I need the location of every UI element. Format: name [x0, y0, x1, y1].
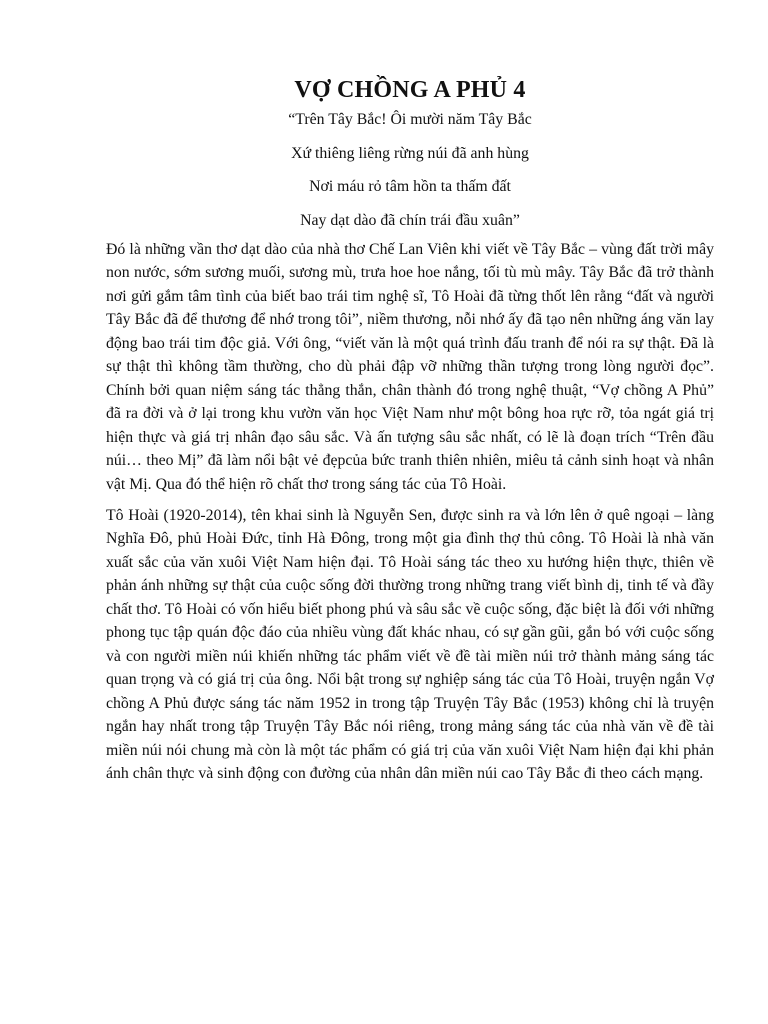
poem-line-1: “Trên Tây Bắc! Ôi mười năm Tây Bắc [288, 111, 532, 128]
poem-line-2: Xứ thiêng liêng rừng núi đã anh hùng [291, 144, 529, 162]
poem-line-4: Nay dạt dào đã chín trái đầu xuân” [300, 211, 520, 229]
poem-quote [106, 110, 714, 231]
body-paragraph-intro: Đó là những vần thơ dạt dào của nhà thơ Chế Lan Viên khi viết về Tây Bắc – vùng đất trời mây non nước, sớm sương muối, sương mù, trưa hoe hoe nắng, tối tù mù mây. Tây Bắc đã trở thành nơi gửi gắm tâm tình của biết bao trái tim nghệ sĩ, Tô Hoài đã từng thốt lên rằng “đất và người Tây Bắc đã để thương để nhớ trong tôi”, niềm thương, nỗi nhớ ấy đã tạo nên những áng văn lay động bao trái tim độc giả. Với ông, “viết văn là một quá trình đấu tranh để nói ra sự thật. Đã là sự thật thì không tầm thường, cho dù phải đập vỡ những thần tượng trong lòng người đọc”. Chính bởi quan niệm sáng tác thẳng thắn, chân thành đó trong nghệ thuật, “Vợ chồng A Phủ” đã ra đời và ở lại trong khu vườn văn học Việt Nam như một bông hoa rực rỡ, tỏa ngát giá trị hiện thực và giá trị nhân đạo sâu sắc. Và ấn tượng sâu sắc nhất, có lẽ là đoạn trích “Trên đầu núi… theo Mị” đã làm nổi bật vẻ đẹpcủa bức tranh thiên nhiên, miêu tả cảnh sinh hoạt và nhân vật Mị. Qua đó thể hiện rõ chất thơ trong sáng tác của Tô Hoài. [106, 240, 714, 493]
poem-line-3: Nơi máu rỏ tâm hồn ta thấm đất [309, 178, 511, 195]
document-title: VỢ CHỒNG A PHỦ 4 [294, 77, 526, 103]
body-paragraph-author: Tô Hoài (1920-2014), tên khai sinh là Nguyễn Sen, được sinh ra và lớn lên ở quê ngoại – làng Nghĩa Đô, phủ Hoài Đức, tỉnh Hà Đông, trong một gia đình thợ thủ công. Tô Hoài là nhà văn xuất sắc của văn xuôi Việt Nam hiện đại. Tô Hoài sáng tác theo xu hướng hiện thực, thiên về phản ánh những sự thật của cuộc sống đời thường trong những trang viết bình dị, tinh tế và đầy chất thơ. Tô Hoài có vốn hiểu biết phong phú và sâu sắc về cuộc sống, đặc biệt là đối với những phong tục tập quán độc đáo của nhiều vùng đất khác nhau, có sự gần gũi, gắn bó với cuộc sống và con người miền núi khiến những tác phẩm viết về đề tài miền núi trở thành mảng sáng tác quan trọng và có giá trị của ông. Nổi bật trong sự nghiệp sáng tác của Tô Hoài, truyện ngắn Vợ chồng A Phủ được sáng tác năm 1952 in trong tập Truyện Tây Bắc (1953) không chỉ là truyện ngắn hay nhất trong tập Truyện Tây Bắc nói riêng, trong mảng sáng tác của nhà văn về đề tài miền núi nói chung mà còn là một tác phẩm có giá trị của văn xuôi Việt Nam hiện đại khi phản ánh chân thực và sinh động con đường của nhân dân miền núi cao Tây Bắc đi theo cách mạng. [106, 506, 714, 782]
